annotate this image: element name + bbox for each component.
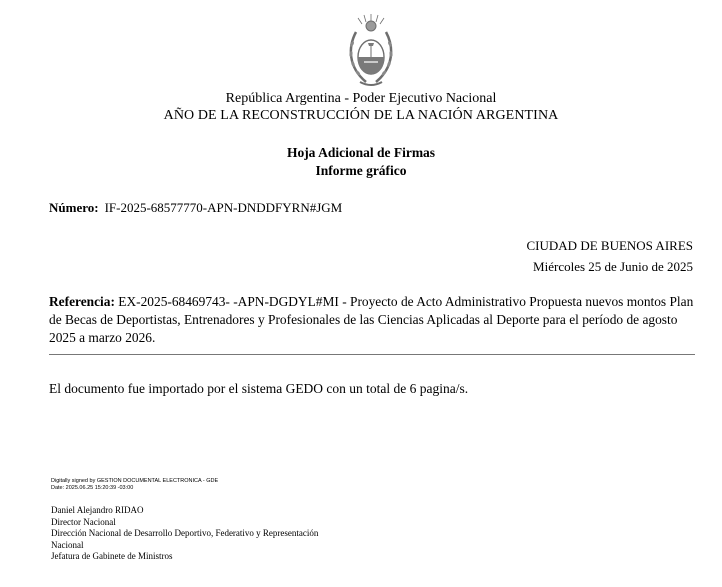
document-body: El documento fue importado por el sistema GEDO con un total de 6 pagina/s. — [49, 381, 469, 396]
digital-signed-by: Digitally signed by GESTION DOCUMENTAL ELECTRONICA - GDE — [51, 478, 219, 484]
coat-of-arms-icon — [346, 12, 396, 90]
divider — [49, 354, 695, 355]
document-number — [49, 200, 342, 216]
document-reference — [49, 293, 699, 347]
signer-office-line1: Dirección Nacional de Desarrollo Deportivo, Federativo y Representación — [51, 528, 319, 538]
document-date: Miércoles 25 de Junio de 2025 — [533, 259, 693, 274]
signer-name: Daniel Alejandro RIDAO — [51, 505, 144, 515]
document-city: CIUDAD DE BUENOS AIRES — [526, 238, 693, 253]
header-year-motto: AÑO DE LA RECONSTRUCCIÓN DE LA NACIÓN ARGENTINA — [163, 108, 559, 123]
signer-block — [51, 505, 318, 563]
signer-office-line2: Nacional — [51, 539, 84, 550]
numero-label: Número: — [49, 200, 99, 215]
referencia-label: Referencia: — [49, 294, 115, 309]
numero-value: IF-2025-68577770-APN-DNDDFYRN#JGM — [104, 200, 343, 215]
digital-signed-date: Date: 2025.06.25 15:20:39 -03:00 — [51, 485, 134, 491]
signer-role: Director Nacional — [51, 516, 116, 527]
signer-ministry: Jefatura de Gabinete de Ministros — [51, 551, 173, 561]
digital-signature-stamp — [51, 478, 218, 492]
referencia-text: EX-2025-68469743- -APN-DGDYL#MI - Proyecto de Acto Administrativo Propuesta nuevos montos Plan de Becas de Deportistas, Entrenadores y Profesionales de las Ciencias Aplicadas al Deporte para el período de agosto 2025 a marzo 2026. — [49, 294, 694, 345]
header-institution: República Argentina - Poder Ejecutivo Nacional — [225, 91, 497, 106]
document-subtitle: Informe gráfico — [315, 163, 407, 178]
document-title: Hoja Adicional de Firmas — [286, 145, 436, 160]
